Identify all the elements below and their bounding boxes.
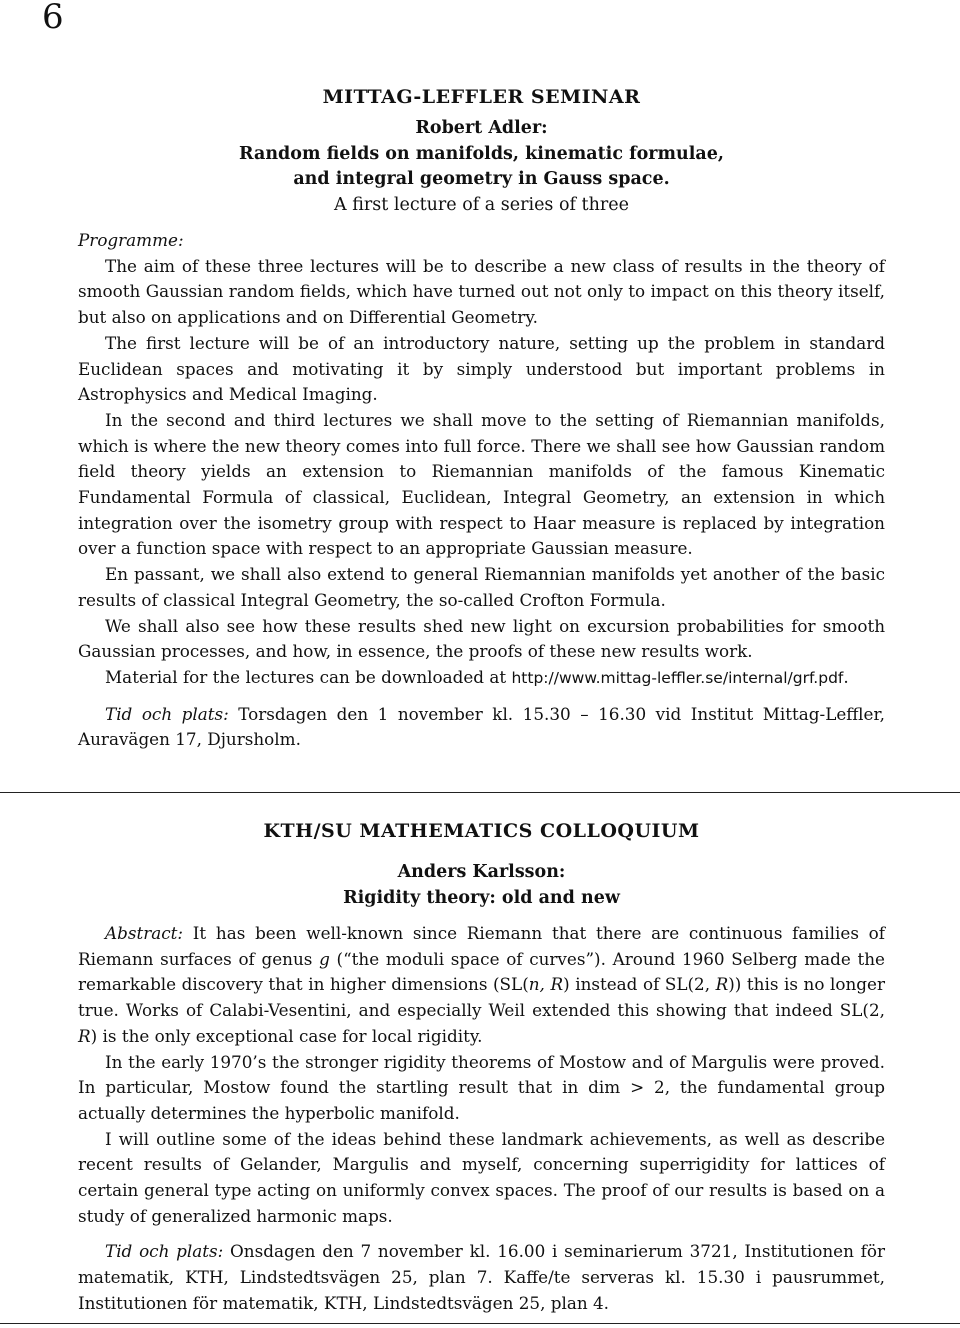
seminar-talk-title-line2: and integral geometry in Gauss space. <box>293 169 670 189</box>
abstract-label: Abstract: <box>105 923 184 943</box>
material-download-link[interactable]: http://www.mittag-leffler.se/internal/grf.pdf <box>511 668 844 687</box>
colloquium-speaker: Anders Karlsson: <box>397 862 566 882</box>
programme-paragraph: The first lecture will be of an introductory nature, setting up the problem in standard Euclidean spaces and motivating it by simply understood but important problems in Astrophysics and Medical Imaging. <box>78 332 885 405</box>
colloquium-title: KTH/SU MATHEMATICS COLLOQUIUM <box>263 820 700 842</box>
programme-paragraph: En passant, we shall also extend to general Riemannian manifolds yet another of the basic results of classical Integral Geometry, the so-called Crofton Formula. <box>78 564 885 610</box>
seminar-title: MITTAG-LEFFLER SEMINAR <box>322 86 641 108</box>
colloquium-section <box>78 818 885 1317</box>
abstract-math-g: g <box>319 948 330 969</box>
page-number: 6 <box>42 0 64 37</box>
material-end: . <box>843 666 849 687</box>
colloquium-abstract <box>78 921 885 1050</box>
abstract-math-r: R <box>715 974 729 995</box>
colloquium-time-place-text: Onsdagen den 7 november kl. 16.00 i seminarierum 3721, Institutionen för matematik, KTH, Lindstedtsvägen 25, plan 7. Kaffe/te serveras kl. 15.30 i pausrummet, Institutionen för matematik, KTH, Lindstedtsvägen 25, plan 4. <box>78 1241 885 1313</box>
seminar-time-place <box>78 702 885 753</box>
programme-paragraph: In the second and third lectures we shall move to the setting of Riemannian manifolds, which is where the new theory comes into full force. There we shall see how Gaussian random field theory yields an extension to Riemannian manifolds of the famous Kinematic Fundamental Formula of classical, Euclidean, Integral Geometry, an extension in which integration over the isometry group with respect to Haar measure is replaced by integration over a function space with respect to an appropriate Gaussian measure. <box>78 409 885 559</box>
material-paragraph <box>78 665 885 692</box>
seminar-speaker: Robert Adler: <box>415 118 548 138</box>
colloquium-talk-title: Rigidity theory: old and new <box>343 887 620 908</box>
page-bottom-rule <box>0 1323 960 1324</box>
mittag-leffler-seminar-section <box>78 84 885 753</box>
abstract-text: ) is the only exceptional case for local rigidity. <box>90 1025 483 1046</box>
material-text: Material for the lectures can be downloaded at <box>105 666 507 687</box>
colloquium-paragraph: I will outline some of the ideas behind these landmark achievements, as well as describe recent results of Gelander, Margulis and myself, concerning superrigidity for lattices of certain general type acting on uniformly convex spaces. The proof of our results is based on a study of generalized harmonic maps. <box>78 1128 885 1226</box>
section-divider <box>0 792 960 793</box>
abstract-math-nr: n, R <box>528 974 564 995</box>
seminar-subtitle: A first lecture of a series of three <box>334 194 629 215</box>
programme-label: Programme: <box>78 230 184 250</box>
seminar-time-place-text: Torsdagen den 1 november kl. 15.30 – 16.30 vid Institut Mittag-Leffler, Auravägen 17, Djursholm. <box>78 703 885 750</box>
abstract-text: )) this is no longer true. Works of Calabi-Vesentini, and especially Weil extended this showing that indeed SL(2, <box>78 974 885 1021</box>
programme-paragraph: The aim of these three lectures will be to describe a new class of results in the theory of smooth Gaussian random fields, which have turned out not only to impact on this theory itself, but also on applications and on Differential Geometry. <box>78 255 885 328</box>
colloquium-time-place <box>78 1239 885 1316</box>
programme-paragraph: We shall also see how these results shed new light on excursion probabilities for smooth Gaussian processes, and how, in essence, the proofs of these new results work. <box>78 615 885 662</box>
abstract-text: ) instead of SL(2, <box>563 974 711 995</box>
seminar-time-place-label: Tid och plats: <box>105 703 229 724</box>
abstract-math-r: R <box>78 1025 91 1046</box>
seminar-talk-title-line1: Random fields on manifolds, kinematic formulae, <box>239 143 724 164</box>
colloquium-paragraph: In the early 1970’s the stronger rigidity theorems of Mostow and of Margulis were proved. In particular, Mostow found the startling result that in dim > 2, the fundamental group actually determines the hyperbolic manifold. <box>78 1051 885 1123</box>
abstract-text: It has been well-known since Riemann that there are continuous families of Riemann surfaces of genus <box>78 923 885 969</box>
colloquium-time-place-label: Tid och plats: <box>105 1241 224 1262</box>
abstract-text: (“the moduli space of curves”). Around 1960 Selberg made the remarkable discovery that in higher dimensions (SL( <box>78 948 885 995</box>
